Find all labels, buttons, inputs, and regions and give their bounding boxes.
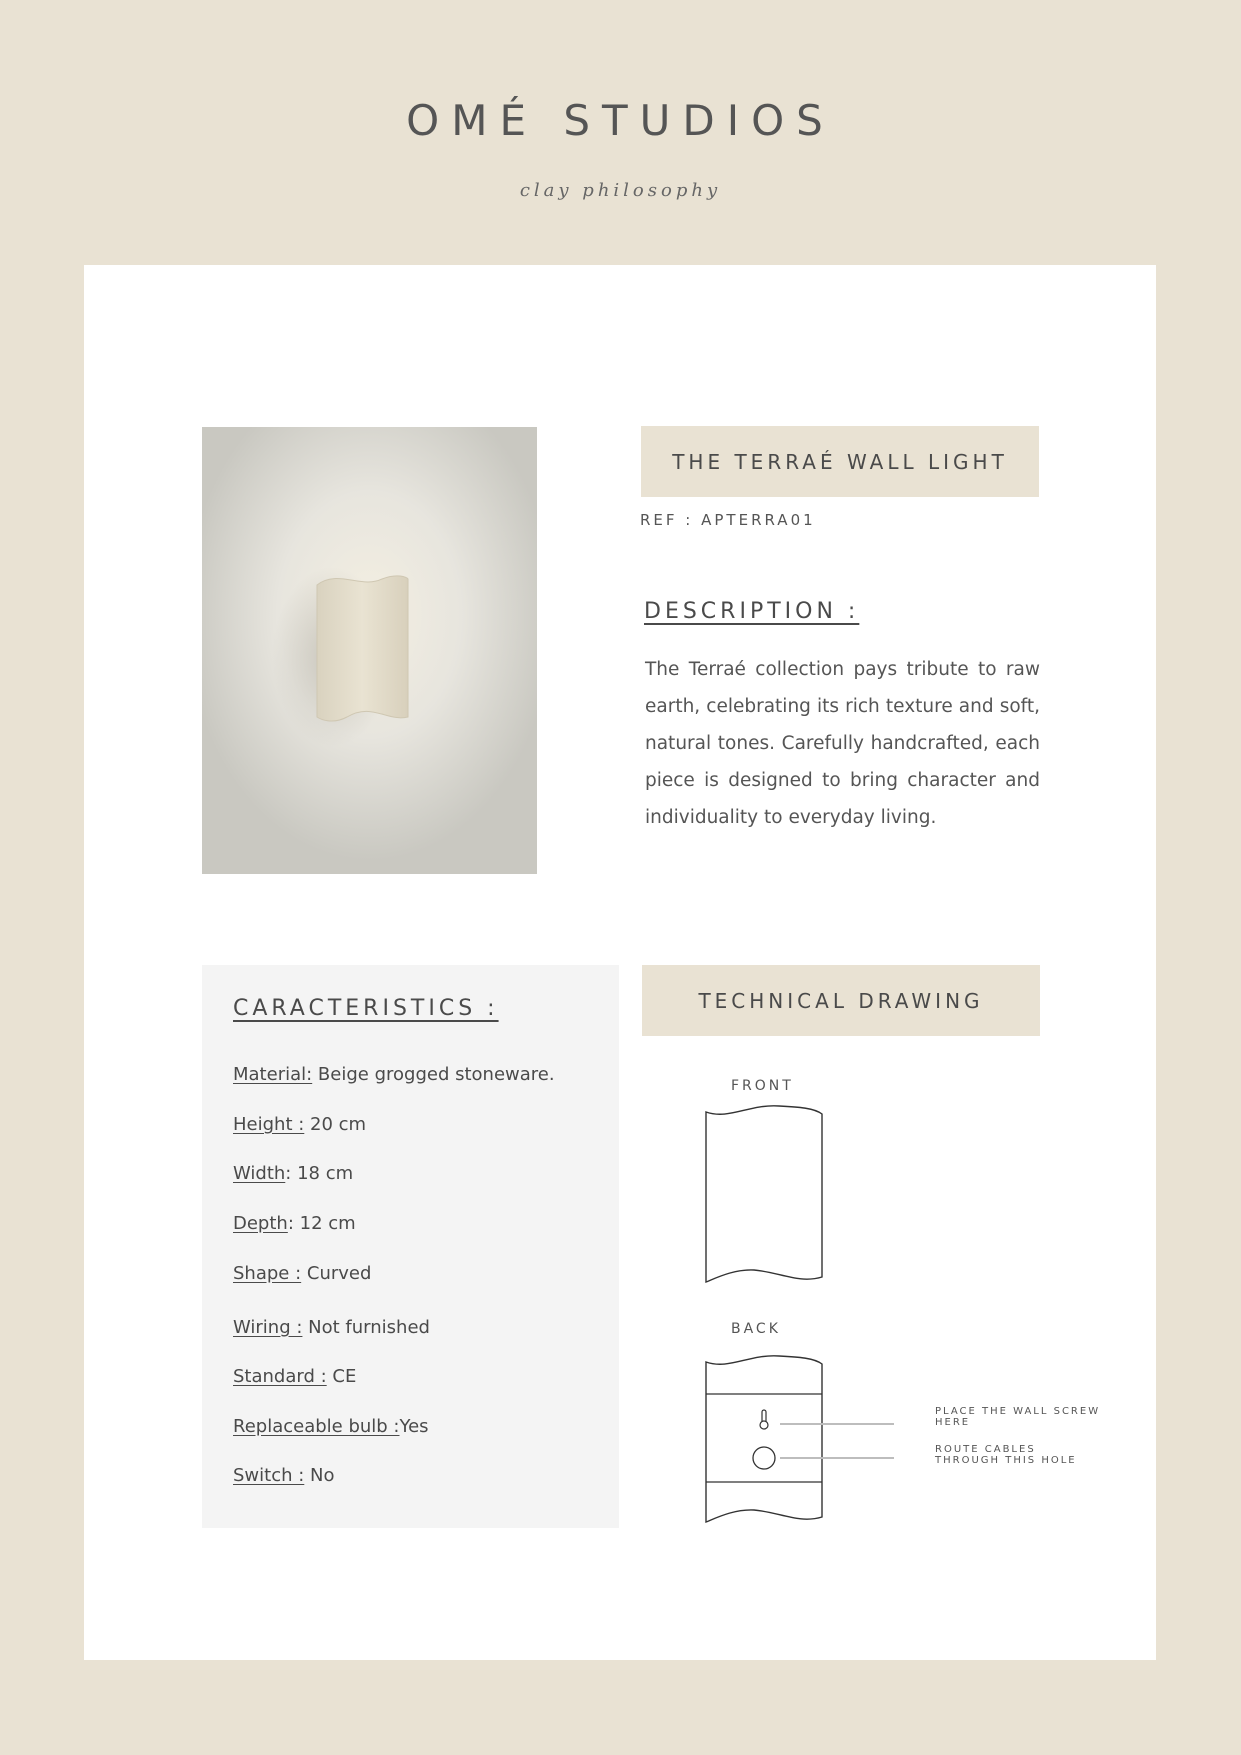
description-heading: DESCRIPTION : xyxy=(644,599,860,624)
product-name-banner xyxy=(641,426,1039,497)
spec-label: Width xyxy=(233,1163,286,1184)
spec-label: Switch : xyxy=(233,1465,305,1486)
callout-wall-screw: PLACE THE WALL SCREW HERE xyxy=(935,1406,1101,1428)
spec-label: Replaceable bulb : xyxy=(233,1416,400,1437)
product-photo xyxy=(202,427,537,874)
spec-label: Height : xyxy=(233,1114,305,1135)
spec-shape xyxy=(233,1263,371,1284)
cable-hole-icon xyxy=(753,1447,775,1469)
back-view-drawing xyxy=(694,1352,1074,1532)
spec-value: CE xyxy=(326,1366,357,1387)
characteristics-panel xyxy=(202,965,619,1528)
front-view-label: FRONT xyxy=(731,1078,794,1094)
spec-height xyxy=(233,1114,366,1135)
product-sheet xyxy=(84,265,1156,1660)
spec-value: 20 cm xyxy=(304,1114,367,1135)
spec-value: No xyxy=(304,1465,335,1486)
spec-material xyxy=(233,1064,555,1085)
product-name: THE TERRAÉ WALL LIGHT xyxy=(672,449,1008,474)
characteristics-heading: CARACTERISTICS : xyxy=(233,996,499,1021)
spec-replaceable-bulb xyxy=(233,1416,429,1437)
screw-slot-icon xyxy=(760,1410,768,1429)
spec-label: Depth xyxy=(233,1213,288,1234)
callout-cable-hole: ROUTE CABLES THROUGH THIS HOLE xyxy=(935,1444,1077,1466)
brand-tagline: clay philosophy xyxy=(519,180,722,201)
technical-drawing-banner xyxy=(642,965,1040,1036)
product-ref: REF : APTERRA01 xyxy=(640,511,816,529)
spec-switch xyxy=(233,1465,335,1486)
spec-value: Yes xyxy=(399,1416,429,1437)
spec-value: Beige grogged stoneware. xyxy=(312,1064,555,1085)
spec-value: : 12 cm xyxy=(287,1213,356,1234)
spec-width xyxy=(233,1163,353,1184)
spec-value: Not furnished xyxy=(302,1317,430,1338)
brand-title: OMÉ STUDIOS xyxy=(406,96,835,145)
spec-value: Curved xyxy=(301,1263,372,1284)
technical-drawing-heading: TECHNICAL DRAWING xyxy=(698,988,984,1013)
back-view-label: BACK xyxy=(731,1321,781,1337)
spec-label: Standard : xyxy=(233,1366,327,1387)
front-view-drawing xyxy=(694,1102,834,1288)
spec-label: Shape : xyxy=(233,1263,302,1284)
spec-standard xyxy=(233,1366,356,1387)
spec-label: Material: xyxy=(233,1064,313,1085)
description-text: The Terraé collection pays tribute to raw earth, celebrating its rich texture and soft, natural tones. Carefully handcrafted, each piece is designed to bring character and individuality to everyday living. xyxy=(645,659,1040,828)
wall-light-photo xyxy=(202,427,537,874)
spec-depth xyxy=(233,1213,356,1234)
spec-label: Wiring : xyxy=(233,1317,303,1338)
spec-value: : 18 cm xyxy=(285,1163,354,1184)
spec-wiring xyxy=(233,1317,430,1338)
